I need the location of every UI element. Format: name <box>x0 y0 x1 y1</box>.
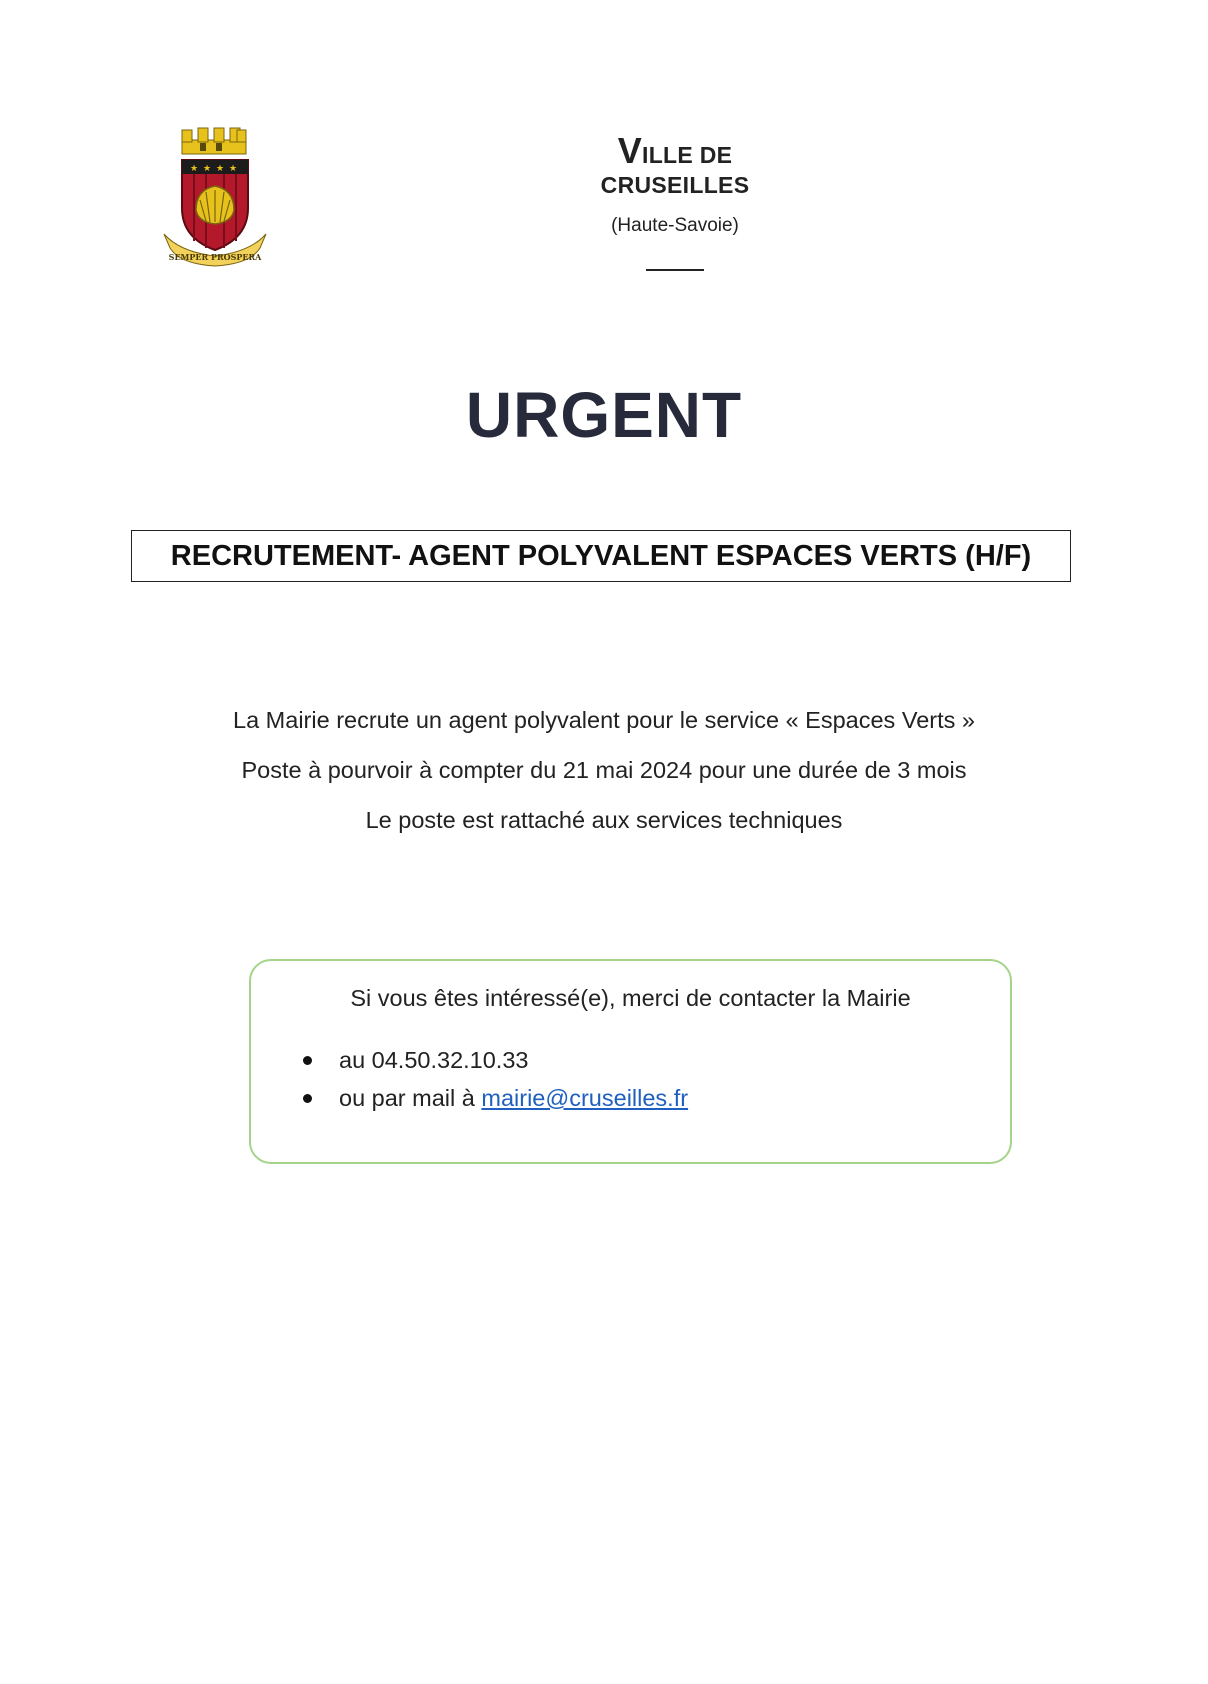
urgent-heading: URGENT <box>465 379 743 451</box>
town-name: VILLE DE CRUSEILLES <box>600 130 750 198</box>
description-line: Le poste est rattaché aux services techniques <box>365 807 843 833</box>
contact-mail-prefix: ou par mail à <box>339 1085 482 1111</box>
contact-box <box>249 959 1012 1164</box>
svg-text:★: ★ <box>216 164 225 174</box>
job-title: RECRUTEMENT- AGENT POLYVALENT ESPACES VERTS (H/F) <box>170 539 1032 572</box>
region-label: (Haute-Savoie) <box>611 215 739 236</box>
bullet-icon <box>303 1094 312 1103</box>
header-block <box>560 130 790 271</box>
town-crest-logo <box>160 126 270 268</box>
contact-intro: Si vous êtes intéressé(e), merci de contacter la Mairie <box>350 985 911 1011</box>
svg-text:SEMPER PROSPERA: SEMPER PROSPERA <box>168 252 262 262</box>
contact-email-item <box>303 1079 688 1117</box>
bullet-icon <box>303 1056 312 1065</box>
contact-list <box>303 1041 688 1117</box>
svg-text:★: ★ <box>229 164 238 174</box>
header-divider <box>646 269 704 271</box>
description-line: Poste à pourvoir à compter du 21 mai 2024 pour une durée de 3 mois <box>241 757 967 783</box>
description-line: La Mairie recrute un agent polyvalent pour le service « Espaces Verts » <box>233 707 975 733</box>
contact-phone: au 04.50.32.10.33 <box>339 1047 529 1073</box>
contact-phone-item <box>303 1041 688 1079</box>
email-link[interactable]: mairie@cruseilles.fr <box>481 1085 689 1111</box>
svg-text:★: ★ <box>203 164 212 174</box>
job-description <box>0 704 1208 854</box>
svg-text:★: ★ <box>190 164 199 174</box>
job-title-box <box>131 530 1071 582</box>
